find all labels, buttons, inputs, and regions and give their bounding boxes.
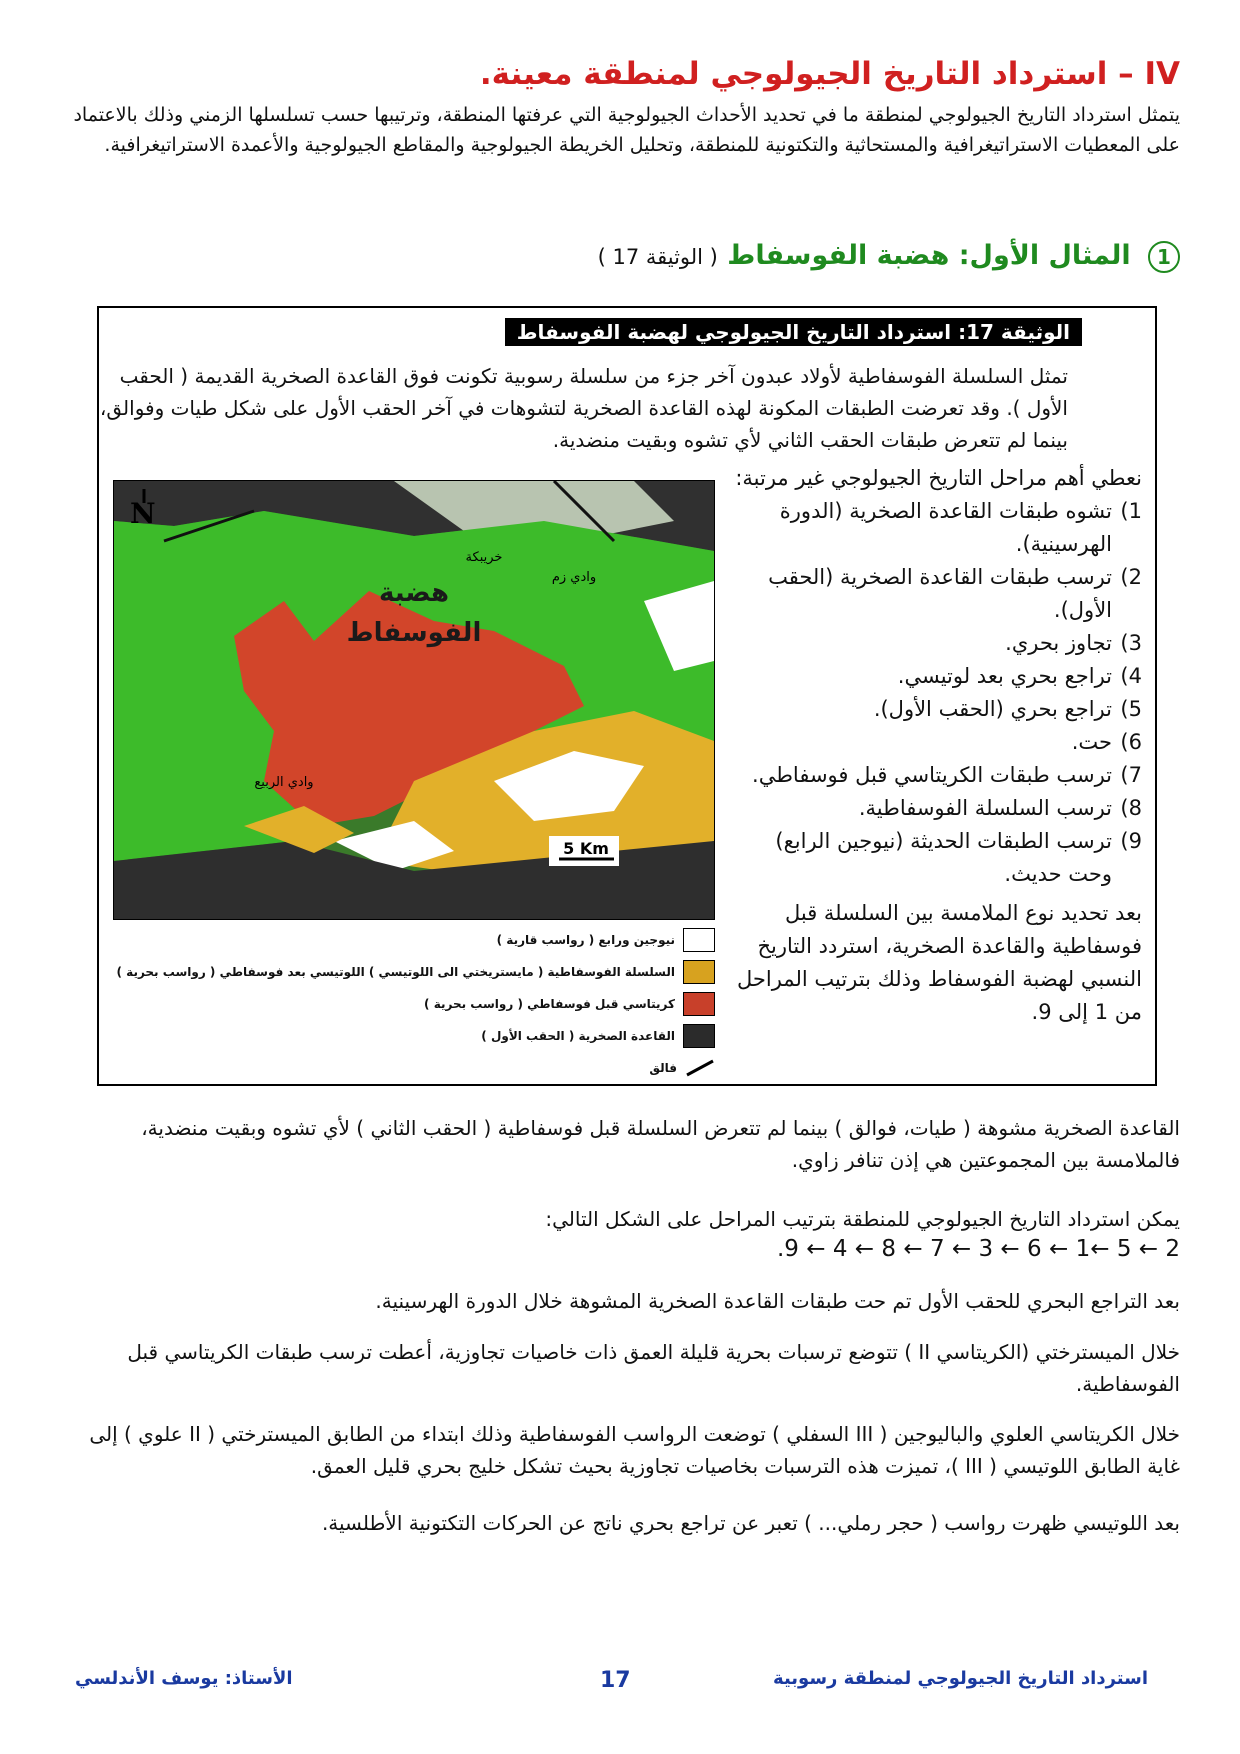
legend-swatch — [683, 960, 715, 984]
stage-item: 2) ترسب طبقات القاعدة الصخرية (الحقب الأول). — [768, 565, 1142, 622]
legend-item — [115, 1052, 715, 1084]
footer-page-number: 17 — [600, 1668, 631, 1693]
legend-label: نيوجين ورابع ( رواسب قارية ) — [496, 933, 675, 947]
legend-label: السلسلة الفوسفاطية ( مايستريختي الى اللوتيسي ) اللوتيسي بعد فوسفاطي ( رواسب بحرية ) — [116, 965, 675, 979]
answer-p4: خلال الميسترختي (الكريتاسي II ) تتوضع ترسبات بحرية قليلة العمق ذات خاصيات تجاوزية، أعطت ترسب طبقات الكريتاسي قبل الفوسفاطية. — [127, 1340, 1180, 1396]
example-title — [598, 240, 1180, 273]
legend-item — [115, 956, 715, 988]
legend-swatch — [683, 992, 715, 1016]
legend-item — [115, 924, 715, 956]
geologic-map-svg — [114, 481, 714, 919]
stage-item: 5) تراجع بحري (الحقب الأول). — [873, 697, 1142, 721]
document-description: تمثل السلسلة الفوسفاطية لأولاد عبدون آخر جزء من سلسلة رسوبية تكونت فوق القاعدة الصخرية القديمة ( الحقب الأول ). وقد تعرضت الطبقات المكونة لهذه القاعدة الصخرية لتشوهات في آخر الحقب الأول على شكل طيات وفوالق، بينما لم تتعرض طبقات الحقب الثاني لأي تشوه وبقيت منضدية. — [99, 364, 1068, 452]
scale-label: 5 Km — [563, 839, 609, 858]
legend-item — [115, 1020, 715, 1052]
stages-list — [732, 462, 1142, 1029]
answer-p2: يمكن استرداد التاريخ الجيولوجي للمنطقة بترتيب المراحل على الشكل التالي: — [545, 1207, 1180, 1231]
document-header: الوثيقة 17: استرداد التاريخ الجيولوجي لهضبة الفوسفاط — [505, 318, 1082, 346]
stages-intro: نعطي أهم مراحل التاريخ الجيولوجي غير مرتبة: — [735, 466, 1142, 490]
example-title-text: المثال الأول: هضبة الفوسفاط — [727, 240, 1131, 271]
footer-title: استرداد التاريخ الجيولوجي لمنطقة رسوبية — [773, 1668, 1148, 1689]
answer-p6: بعد اللوتيسي ظهرت رواسب ( حجر رملي... ) تعبر عن تراجع بحري ناتج عن الحركات التكتونية الأطلسية. — [321, 1511, 1180, 1535]
north-arrow-label: N — [130, 497, 156, 530]
section-title: IV – استرداد التاريخ الجيولوجي لمنطقة معينة. — [479, 56, 1180, 92]
stage-item: 9) ترسب الطبقات الحديثة (نيوجين الرابع) وحت حديث. — [775, 829, 1142, 886]
answer-p5: خلال الكريتاسي العلوي والباليوجين ( III السفلي ) توضعت الرواسب الفوسفاطية وذلك ابتداء من الطابق الميسترختي ( II علوي ) إلى غاية الطابق اللوتيسي ( III )، تميزت هذه الترسبات بخاصيات تجاوزية بحيث تشكل خليج بحري قليل العمق. — [89, 1422, 1180, 1478]
stage-item: 3) تجاوز بحري. — [1005, 631, 1142, 655]
stage-item: 6) حت. — [1071, 730, 1142, 754]
legend-swatch — [683, 928, 715, 952]
map-label-plateau-2: الفوسفاط — [346, 618, 482, 648]
answer-chain: 2 ← 5 ←1 ← 6 ← 3 ← 7 ← 8 ← 4 ← 9. — [776, 1236, 1180, 1262]
example-ref: ( الوثيقة 17 ) — [597, 245, 718, 269]
stage-item: 8) ترسب السلسلة الفوسفاطية. — [858, 796, 1142, 820]
legend-label: القاعدة الصخرية ( الحقب الأول ) — [481, 1029, 675, 1043]
intro-paragraph: يتمثل استرداد التاريخ الجيولوجي لمنطقة ما في تحديد الأحداث الجيولوجية التي عرفتها المنطقة، وترتيبها حسب تسلسلها الزمني وذلك بالاعتماد على المعطيات الاستراتيغرافية والمستحاثية والتكتونية للمنطقة، وتحليل الخريطة الجيولوجية والمقاطع الجيولوجية والأعمدة الاستراتيغرافية. — [73, 104, 1180, 156]
answer-p1: القاعدة الصخرية مشوهة ( طيات، فوالق ) بينما لم تتعرض السلسلة قبل فوسفاطية ( الحقب الثاني ) لأي تشوه وبقيت منضدية، فالملامسة بين المجموعتين هي إذن تنافر زاوي. — [141, 1116, 1180, 1172]
answer-p3: بعد التراجع البحري للحقب الأول تم حت طبقات القاعدة الصخرية المشوهة خلال الدورة الهرسينية. — [375, 1289, 1180, 1313]
stage-item: 4) تراجع بحري بعد لوتيسي. — [897, 664, 1142, 688]
legend-item — [115, 988, 715, 1020]
geologic-map — [113, 480, 715, 920]
document-task: بعد تحديد نوع الملامسة بين السلسلة قبل فوسفاطية والقاعدة الصخرية، استردد التاريخ النسبي لهضبة الفوسفاط وذلك بترتيب المراحل من 1 إلى 9. — [737, 901, 1142, 1024]
legend-fault-icon — [685, 1057, 715, 1079]
map-label-town: خريبكة — [465, 550, 503, 565]
map-label-river: وادي زم — [551, 570, 597, 585]
map-label-river2: وادي الربيع — [254, 775, 314, 790]
map-label-plateau-1: هضبة — [378, 578, 450, 608]
stage-item: 7) ترسب طبقات الكريتاسي قبل فوسفاطي. — [752, 763, 1142, 787]
legend-label: كريتاسي قبل فوسفاطي ( رواسب بحرية ) — [424, 997, 675, 1011]
map-legend — [115, 924, 715, 1084]
footer-teacher: الأستاذ: يوسف الأندلسي — [75, 1668, 293, 1689]
stage-item: 1) تشوه طبقات القاعدة الصخرية (الدورة الهرسينية). — [779, 499, 1142, 556]
legend-swatch — [683, 1024, 715, 1048]
legend-label: فالق — [649, 1061, 677, 1075]
example-number: 1 — [1148, 241, 1180, 273]
